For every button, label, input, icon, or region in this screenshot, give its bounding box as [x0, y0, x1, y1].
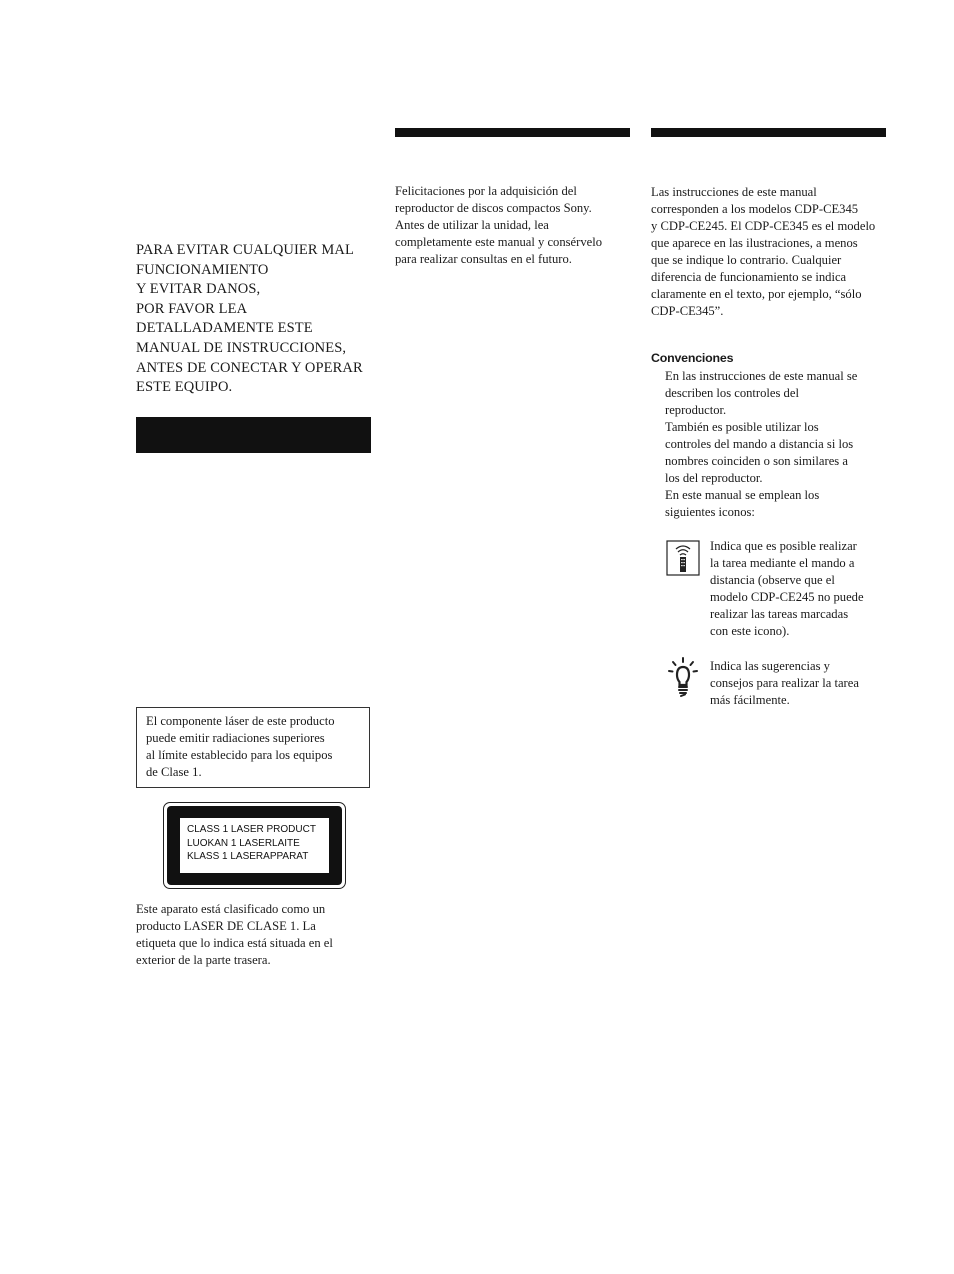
- conventions-line: controles del mando a distancia si los: [665, 437, 854, 451]
- conventions-line: los del reproductor.: [665, 471, 763, 485]
- remote-icon-description: [710, 538, 890, 640]
- about-line: CDP-CE345”.: [651, 304, 724, 318]
- about-line: corresponden a los modelos CDP-CE345: [651, 202, 859, 216]
- welcome-line: Antes de utilizar la unidad, lea: [395, 218, 549, 232]
- conventions-line: También es posible utilizar los: [665, 420, 819, 434]
- remote-description-line: distancia (observe que el: [710, 573, 835, 587]
- about-line: que aparece en las ilustraciones, a menos: [651, 236, 858, 250]
- laser-notice-line: al límite establecido para los equipos: [146, 748, 333, 762]
- tip-description-line: Indica las sugerencias y: [710, 659, 830, 673]
- about-line: Las instrucciones de este manual: [651, 185, 817, 199]
- about-manual-text: [651, 184, 891, 320]
- conventions-line: describen los controles del: [665, 386, 799, 400]
- conventions-line: nombres coinciden o son similares a: [665, 454, 848, 468]
- laser-label-frame: [167, 806, 342, 885]
- tip-description-line: más fácilmente.: [710, 693, 790, 707]
- conventions-line: siguientes iconos:: [665, 505, 755, 519]
- warning-line: POR FAVOR LEA: [136, 300, 248, 317]
- tip-description-line: consejos para realizar la tarea: [710, 676, 859, 690]
- laser-notice-box: [136, 707, 370, 788]
- warning-line: DETALLADAMENTE ESTE: [136, 320, 313, 337]
- about-line: y CDP-CE245. El CDP-CE345 es el modelo: [651, 219, 876, 233]
- remote-description-line: modelo CDP-CE245 no puede: [710, 590, 864, 604]
- classification-line: producto LASER DE CLASE 1. La: [136, 919, 316, 933]
- laser-notice-line: de Clase 1.: [146, 765, 202, 779]
- laser-label-text: [180, 818, 329, 873]
- welcome-line: completamente este manual y consérvelo: [395, 235, 603, 249]
- about-line: que se indique lo contrario. Cualquier: [651, 253, 842, 267]
- laser-label-line: CLASS 1 LASER PRODUCT: [187, 824, 316, 835]
- welcome-line: Felicitaciones por la adquisición del: [395, 184, 577, 198]
- conventions-text: [665, 368, 890, 521]
- warning-block: [136, 241, 376, 398]
- laser-notice-line: puede emitir radiaciones superiores: [146, 731, 325, 745]
- classification-line: Este aparato está clasificado como un: [136, 902, 326, 916]
- warning-line: Y EVITAR DANOS,: [136, 281, 261, 298]
- left-section-bar: [136, 417, 371, 453]
- conventions-line: En las instrucciones de este manual se: [665, 369, 858, 383]
- light-bulb-icon: [666, 656, 700, 698]
- classification-text: [136, 901, 376, 969]
- welcome-text: [395, 183, 635, 268]
- remote-description-line: con este icono).: [710, 624, 790, 638]
- warning-line: FUNCIONAMIENTO: [136, 261, 269, 278]
- remote-description-line: la tarea mediante el mando a: [710, 556, 855, 570]
- welcome-line: para realizar consultas en el futuro.: [395, 252, 572, 266]
- about-line: diferencia de funcionamiento se indica: [651, 270, 847, 284]
- warning-line: ESTE EQUIPO.: [136, 379, 233, 396]
- about-line: claramente en el texto, por ejemplo, “sólo: [651, 287, 862, 301]
- laser-product-label: [163, 802, 346, 889]
- warning-line: PARA EVITAR CUALQUIER MAL: [136, 242, 354, 258]
- tip-icon-description: [710, 658, 890, 709]
- classification-line: etiqueta que lo indica está situada en el: [136, 936, 333, 950]
- right-section-rule: [651, 128, 886, 137]
- warning-line: MANUAL DE INSTRUCCIONES,: [136, 339, 347, 356]
- conventions-line: reproductor.: [665, 403, 727, 417]
- laser-label-line: KLASS 1 LASERAPPARAT: [187, 851, 309, 863]
- conventions-heading: Convenciones: [651, 351, 734, 365]
- remote-description-line: Indica que es posible realizar: [710, 539, 857, 553]
- conventions-line: En este manual se emplean los: [665, 488, 820, 502]
- remote-description-line: realizar las tareas marcadas: [710, 607, 849, 621]
- classification-line: exterior de la parte trasera.: [136, 953, 271, 967]
- middle-section-rule: [395, 128, 630, 137]
- laser-notice-line: El componente láser de este producto: [146, 714, 335, 728]
- laser-label-line: LUOKAN 1 LASERLAITE: [187, 837, 300, 849]
- welcome-line: reproductor de discos compactos Sony.: [395, 201, 592, 215]
- remote-control-icon: [666, 540, 700, 576]
- warning-line: ANTES DE CONECTAR Y OPERAR: [136, 359, 363, 376]
